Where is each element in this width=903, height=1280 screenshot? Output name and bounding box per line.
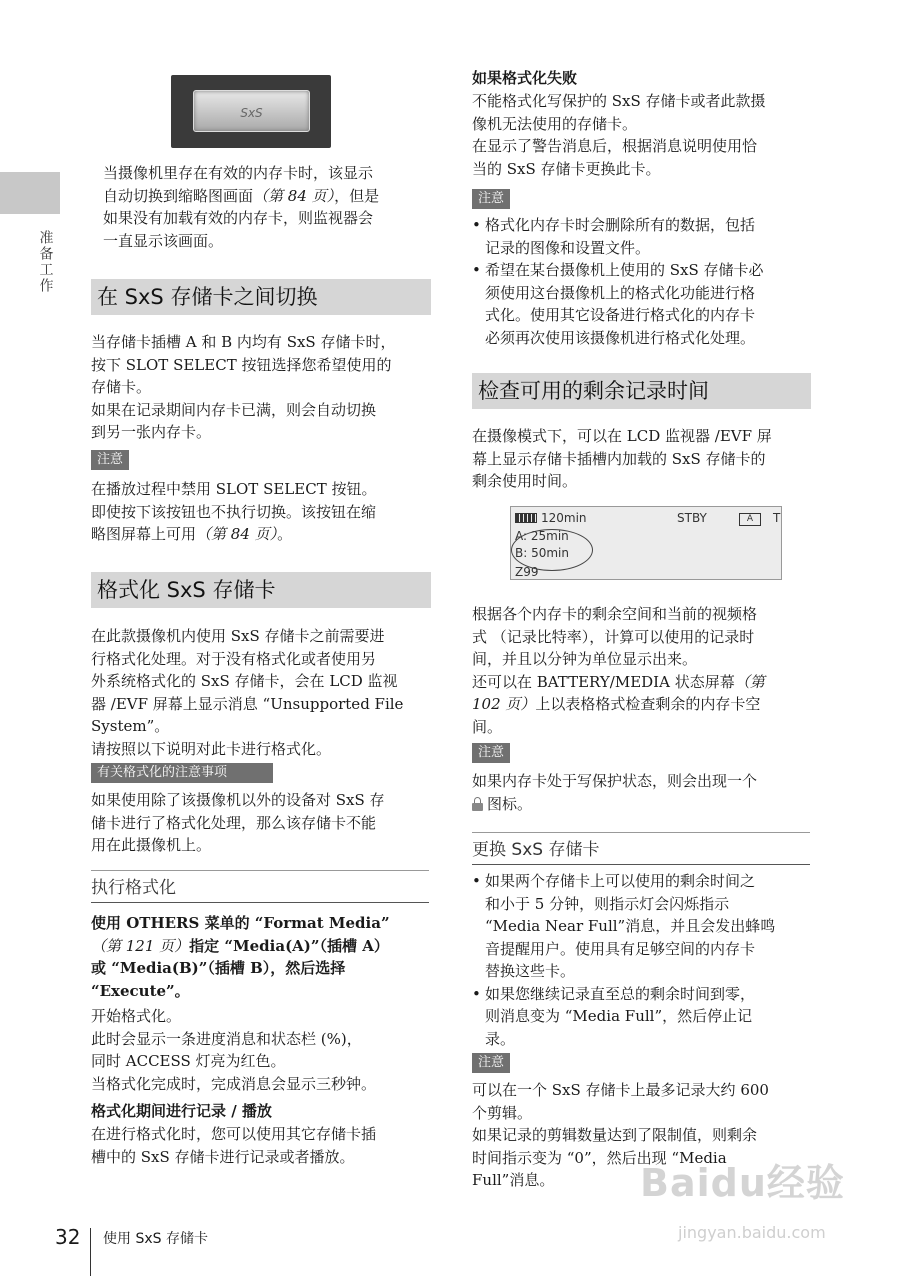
baidu-watermark-url: jingyan.baidu.com (678, 1223, 826, 1242)
body-line: 当格式化完成时，完成消息会显示三秒钟。 (91, 1074, 377, 1093)
switch-note (91, 478, 431, 546)
remaining-time-body2 (472, 603, 817, 738)
baidu-watermark: Baidu经验 (640, 1161, 845, 1205)
step-line: 使用 OTHERS 菜单的 “Format Media” (91, 914, 390, 932)
item-line: 替换这些卡。 (485, 962, 576, 980)
body-line: 在此款摄像机内使用 SxS 存储卡之前需要进 (91, 627, 385, 645)
body-line: 剩余使用时间。 (472, 472, 578, 490)
section-heading-format: 格式化 SxS 存储卡 (91, 572, 431, 608)
footer-section-title: 使用 SxS 存储卡 (103, 1231, 208, 1247)
note-line: 在播放过程中禁用 SLOT SELECT 按钮。 (91, 480, 377, 498)
note-line: 如果内存卡处于写保护状态，则会出现一个 (472, 772, 758, 790)
page-ref: （第 84 页） (253, 186, 335, 205)
note-line: 可以在一个 SxS 存储卡上最多记录大约 600 (472, 1081, 769, 1099)
remaining-time-note (472, 770, 817, 815)
step-line: 指定 “Media(A)”（插槽 A） (189, 936, 389, 955)
item-line: 则消息变为 “Media Full”，然后停止记 (485, 1007, 753, 1025)
caution-badge: 有关格式化的注意事项 (91, 763, 273, 783)
subheading-replace-card: 更换 SxS 存储卡 (472, 836, 810, 865)
body-line: 间。 (472, 717, 503, 736)
note-line: Full”消息。 (472, 1171, 555, 1189)
format-step-body (91, 1005, 436, 1095)
page-ref: （第 121 页） (91, 936, 190, 955)
subheading-execute-format: 执行格式化 (91, 874, 429, 903)
body-line: 式 （记录比特率），计算可以使用的记录时 (472, 627, 755, 646)
step-line: 或 “Media(B)”（插槽 B），然后选择 (91, 959, 346, 977)
note-line: 个剪辑。 (472, 1103, 533, 1122)
body-line: 槽中的 SxS 存储卡进行记录或者播放。 (91, 1147, 355, 1166)
page-number: 32 (55, 1225, 81, 1249)
item-line: 须使用这台摄像机上的格式化功能进行格 (485, 283, 756, 302)
body-line: 开始格式化。 (91, 1007, 182, 1025)
sxs-card-face (193, 90, 310, 132)
note-line: 时间指示变为 “0”，然后出现 “Media (472, 1148, 727, 1167)
lcd-cut-text: T (773, 511, 781, 525)
item-line: • 格式化内存卡时会删除所有的数据，包括 (485, 216, 756, 234)
intro-paragraph (103, 162, 433, 252)
item-line: • 希望在某台摄像机上使用的 SxS 存储卡必 (485, 261, 764, 279)
note-line: 图标。 (487, 794, 533, 813)
body-line: System”。 (91, 717, 170, 735)
remaining-time-body (472, 425, 817, 493)
body-line: 存储卡。 (91, 378, 152, 396)
lock-icon (472, 797, 483, 811)
intro-line: 一直显示该画面。 (103, 231, 224, 250)
section-heading-switch: 在 SxS 存储卡之间切换 (91, 279, 431, 315)
body-line: 像机无法使用的存储卡。 (472, 114, 638, 133)
body-line: 当存储卡插槽 A 和 B 内均有 SxS 存储卡时， (91, 333, 396, 351)
item-line: 必须再次使用该摄像机进行格式化处理。 (485, 328, 756, 347)
step-line: “Execute”。 (91, 981, 190, 1000)
body-line: 还可以在 BATTERY/MEDIA 状态屏幕 (472, 672, 735, 691)
body-line: 上以表格格式检查剩余的内存卡空 (535, 695, 761, 713)
intro-line: ，但是 (334, 186, 380, 205)
body-line: 按下 SLOT SELECT 按钮选择您希望使用的 (91, 355, 392, 374)
note-line: 即使按下该按钮也不执行切换。该按钮在缩 (91, 502, 377, 521)
item-line: 和小于 5 分钟，则指示灯会闪烁指示 (485, 894, 730, 913)
note-badge: 注意 (91, 450, 129, 470)
list-item (472, 214, 812, 259)
battery-icon (515, 513, 537, 523)
switch-body (91, 331, 431, 444)
body-line: 幕上显示存储卡插槽内加载的 SxS 存储卡的 (472, 449, 766, 468)
item-line: 音提醒用户。使用具有足够空间的内存卡 (485, 939, 756, 958)
note-line: 。 (277, 525, 293, 543)
body-line: 间，并且以分钟为单位显示出来。 (472, 650, 698, 668)
body-line: 器 /EVF 屏幕上显示消息 “Unsupported File (91, 694, 404, 713)
body-line: 此时会显示一条进度消息和状态栏 (%)， (91, 1029, 362, 1048)
lcd-status: STBY (677, 511, 707, 525)
format-step (91, 912, 436, 1002)
item-line: 式化。使用其它设备进行格式化的内存卡 (485, 306, 756, 324)
intro-line: 当摄像机里存在有效的内存卡时，该显示 (103, 164, 374, 182)
section-heading-remaining-time: 检查可用的剩余记录时间 (472, 373, 811, 409)
caution-line: 如果使用除了该摄像机以外的设备对 SxS 存 (91, 791, 385, 809)
format-note-list (472, 214, 812, 349)
note-line: 如果记录的剪辑数量达到了限制值，则剩余 (472, 1126, 758, 1144)
body-line: 外系统格式化的 SxS 存储卡，会在 LCD 监视 (91, 672, 398, 690)
page-ref: （第 84 页） (196, 525, 278, 543)
page-ref: 102 页） (472, 695, 536, 713)
body-line: 行格式化处理。对于没有格式化或者使用另 (91, 649, 377, 668)
sxs-card-image (171, 75, 331, 148)
note-badge: 注意 (472, 1053, 510, 1073)
page-ref: （第 (734, 672, 765, 691)
lcd-slot-b-time: B: 50min (515, 546, 569, 560)
body-line: 如果在记录期间内存卡已满，则会自动切换 (91, 400, 377, 419)
item-line: 录。 (485, 1029, 516, 1048)
list-item (472, 259, 812, 349)
format-fail-body (472, 90, 812, 180)
side-tab-block (0, 172, 60, 214)
body-line: 在显示了警告消息后，根据消息说明使用恰 (472, 137, 758, 155)
caution-line: 储卡进行了格式化处理，那么该存储卡不能 (91, 813, 377, 832)
item-line: “Media Near Full”消息，并且会发出蜂鸣 (485, 917, 776, 935)
body-line: 不能格式化写保护的 SxS 存储卡或者此款摄 (472, 92, 766, 110)
side-tab-label: 准备工作 (37, 230, 54, 294)
item-line: • 如果您继续记录直至总的剩余时间到零， (485, 984, 756, 1003)
lcd-slot-indicator: A (739, 513, 761, 526)
lcd-bottom-text: Z99 (515, 565, 539, 579)
body-line: 在摄像模式下，可以在 LCD 监视器 /EVF 屏 (472, 427, 772, 445)
record-during-format-title: 格式化期间进行记录 / 播放 (91, 1102, 272, 1120)
record-during-format-body (91, 1123, 436, 1168)
note-badge: 注意 (472, 189, 510, 209)
footer-divider (90, 1228, 91, 1276)
caution-line: 用在此摄像机上。 (91, 836, 212, 854)
format-caution (91, 789, 436, 857)
lcd-display-illustration (510, 506, 782, 580)
body-line: 到另一张内存卡。 (91, 423, 212, 441)
note-line: 略图屏幕上可用 (91, 525, 197, 543)
list-item (472, 870, 817, 983)
body-line: 同时 ACCESS 灯亮为红色。 (91, 1052, 286, 1070)
format-body (91, 625, 436, 760)
list-item (472, 983, 817, 1051)
body-line: 请按照以下说明对此卡进行格式化。 (91, 739, 332, 758)
item-line: • 如果两个存储卡上可以使用的剩余时间之 (485, 872, 756, 890)
item-line: 记录的图像和设置文件。 (485, 238, 651, 257)
lcd-slot-a-time: A: 25min (515, 529, 569, 543)
intro-line: 如果没有加载有效的内存卡，则监视器会 (103, 209, 374, 227)
lcd-battery-time: 120min (541, 511, 587, 525)
body-line: 当的 SxS 存储卡更换此卡。 (472, 159, 661, 178)
replace-card-list (472, 870, 817, 1050)
format-fail-title: 如果格式化失败 (472, 69, 578, 87)
sxs-card-logo: SxS (240, 106, 263, 120)
body-line: 在进行格式化时，您可以使用其它存储卡插 (91, 1125, 377, 1143)
intro-line: 自动切换到缩略图画面 (103, 186, 254, 205)
note-badge: 注意 (472, 743, 510, 763)
body-line: 根据各个内存卡的剩余空间和当前的视频格 (472, 605, 758, 623)
